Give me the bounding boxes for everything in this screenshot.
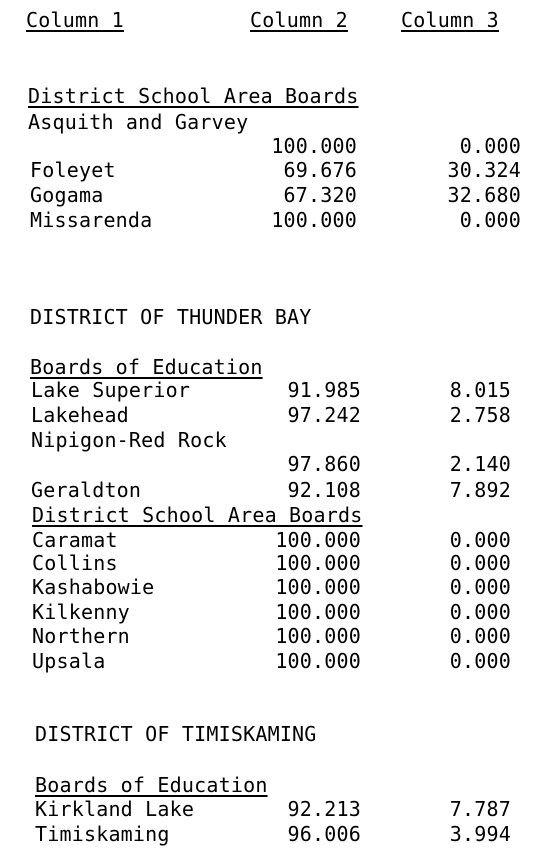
column-2-value: 100.000	[275, 551, 361, 575]
row-name: Timiskaming	[35, 822, 170, 846]
row-name: Northern	[32, 624, 130, 648]
column-3-value: 0.000	[459, 208, 521, 232]
row-name: Asquith and Garvey	[28, 110, 249, 134]
subsection-heading: Boards of Education	[30, 355, 263, 379]
row-name: Lake Superior	[31, 378, 191, 402]
column-3-value: 0.000	[449, 649, 511, 673]
column-3-value: 0.000	[449, 551, 511, 575]
column-2-value: 100.000	[275, 528, 361, 552]
row-name: Kirkland Lake	[35, 797, 195, 821]
column-3-value: 0.000	[459, 134, 521, 158]
row-name: Gogama	[30, 183, 104, 207]
row-name: Caramat	[32, 528, 118, 552]
subsection-heading: District School Area Boards	[28, 84, 359, 108]
row-name: Foleyet	[30, 158, 116, 182]
column-2-value: 100.000	[271, 208, 357, 232]
section-heading: DISTRICT OF THUNDER BAY	[30, 305, 312, 329]
subsection-heading: Boards of Education	[35, 773, 268, 797]
column-3-value: 7.892	[449, 478, 511, 502]
row-name: Geraldton	[31, 478, 142, 502]
subsection-heading: District School Area Boards	[32, 503, 363, 527]
column-2-value: 96.006	[287, 822, 361, 846]
column-3-value: 7.787	[449, 797, 511, 821]
column-3-value: 3.994	[449, 822, 511, 846]
column-2-value: 100.000	[275, 575, 361, 599]
column-2-value: 100.000	[275, 624, 361, 648]
column-3-value: 30.324	[447, 158, 521, 182]
row-name: Upsala	[32, 649, 106, 673]
section-heading: DISTRICT OF TIMISKAMING	[35, 722, 317, 746]
column-3-value: 8.015	[449, 378, 511, 402]
row-name: Nipigon-Red Rock	[31, 428, 227, 452]
column-3-value: 2.758	[449, 403, 511, 427]
column-2-value: 100.000	[275, 649, 361, 673]
row-name: Lakehead	[31, 403, 129, 427]
column-2-value: 97.242	[287, 403, 361, 427]
column-3-value: 2.140	[449, 452, 511, 476]
column-2-value: 97.860	[287, 452, 361, 476]
row-name: Kilkenny	[32, 600, 130, 624]
row-name: Collins	[32, 551, 118, 575]
column-2-header: Column 2	[250, 8, 348, 32]
column-3-value: 0.000	[449, 624, 511, 648]
column-2-value: 92.108	[287, 478, 361, 502]
column-2-value: 67.320	[283, 183, 357, 207]
column-3-value: 0.000	[449, 528, 511, 552]
row-name: Missarenda	[30, 208, 153, 232]
column-3-value: 32.680	[447, 183, 521, 207]
column-2-value: 91.985	[287, 378, 361, 402]
column-1-header: Column 1	[26, 8, 124, 32]
column-3-value: 0.000	[449, 575, 511, 599]
column-2-value: 69.676	[283, 158, 357, 182]
column-3-header: Column 3	[401, 8, 499, 32]
column-2-value: 100.000	[271, 134, 357, 158]
column-2-value: 100.000	[275, 600, 361, 624]
row-name: Kashabowie	[32, 575, 155, 599]
column-3-value: 0.000	[449, 600, 511, 624]
column-2-value: 92.213	[287, 797, 361, 821]
